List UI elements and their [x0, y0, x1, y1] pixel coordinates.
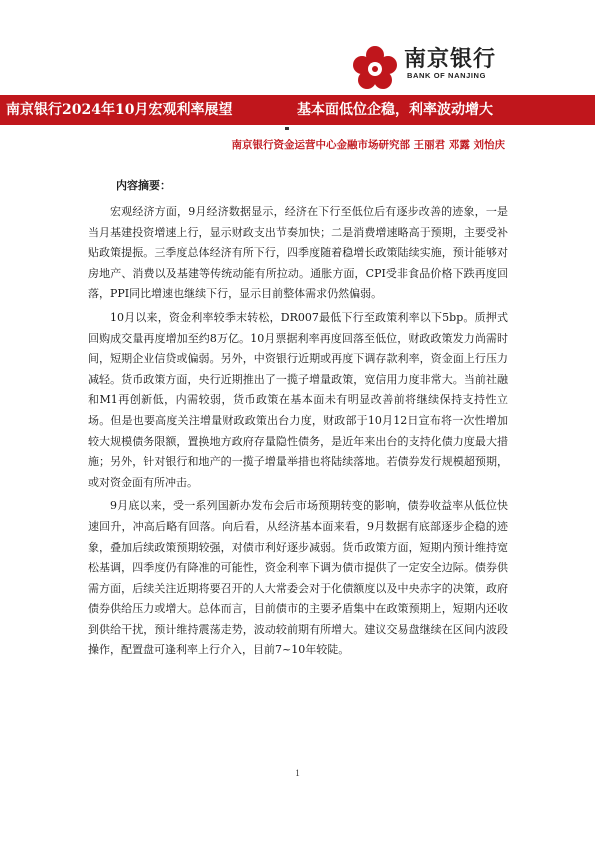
report-subtitle: 基本面低位企稳，利率波动增大 — [297, 102, 493, 118]
bank-logo-name: 南京银行 — [404, 47, 497, 72]
bank-logo-flower-icon — [349, 44, 401, 92]
page-number: 1 — [295, 768, 300, 778]
report-title: 南京银行2024年10月宏观利率展望 — [6, 102, 233, 118]
report-authors: 南京银行资金运营中心金融市场研究部 王丽君 邓露 刘怡庆 — [231, 139, 505, 151]
paragraph-bond-market: 9月底以来，受一系列国新办发布会后市场预期转变的影响，债券收益率从低位快速回升，冲高后略有回落。向后看，从经济基本面来看，9月数据有底部逐步企稳的迹象，叠加后续政策预期较强，对债市利好逐步减弱。货币政策方面，短期内预计维持宽松基调，四季度仍有降准的可能性，资金利率下调为债市提供了一定安全边际。债券供需方面，后续关注近期将要召开的人大常委会对于化债额度以及中央赤字的决策，政府债券供给压力或增大。总体而言，目前债市的主要矛盾集中在政策预期上，短期内还收到供给干扰，预计维持震荡走势，波动较前期有所增大。建议交易盘继续在区间内波段操作，配置盘可逢利率上行介入，目前7~10年较陡。 — [88, 499, 508, 657]
report-title-bar — [0, 95, 595, 125]
summary-heading: 内容摘要： — [116, 179, 171, 192]
report-body — [88, 178, 508, 661]
paragraph-macro: 宏观经济方面，9月经济数据显示，经济在下行至低位后有逐步改善的迹象，一是当月基建投资增速上行，显示财政支出节奏加快；二是消费增速略高于预期，主要受补贴政策提振。三季度总体经济有所下行，四季度随着稳增长政策陆续实施，预计能够对房地产、消费以及基建等传统动能有所拉动。通胀方面，CPI受非食品价格下跌再度回落，PPI同比增速也继续下行，显示目前整体需求仍然偏弱。 — [88, 205, 508, 301]
text-cursor-mark — [285, 127, 289, 130]
paragraph-liquidity: 10月以来，资金利率较季末转松，DR007最低下行至政策利率以下5bp。质押式回购成交量再度增加至约8万亿。10月票据利率再度回落至低位，财政政策发力尚需时间，短期企业信贷或偏弱。另外，中资银行近期或再度下调存款利率，资金面上行压力减轻。货币政策方面，央行近期推出了一揽子增量政策，宽信用力度非常大。当前社融和M1再创新低，内需较弱，货币政策在基本面未有明显改善前将继续保持支持性立场。但是也要高度关注增量财政政策出台力度，财政部于10月12日宣布将一次性增加较大规模债务限额，置换地方政府存量隐性债务，是近年来出台的支持化债力度最大措施；另外，针对银行和地产的一揽子增量举措也将陆续落地。若债券发行规模超预期，或对资金面有所冲击。 — [88, 310, 508, 489]
bank-logo-english-name: BANK OF NANJING — [407, 71, 487, 80]
